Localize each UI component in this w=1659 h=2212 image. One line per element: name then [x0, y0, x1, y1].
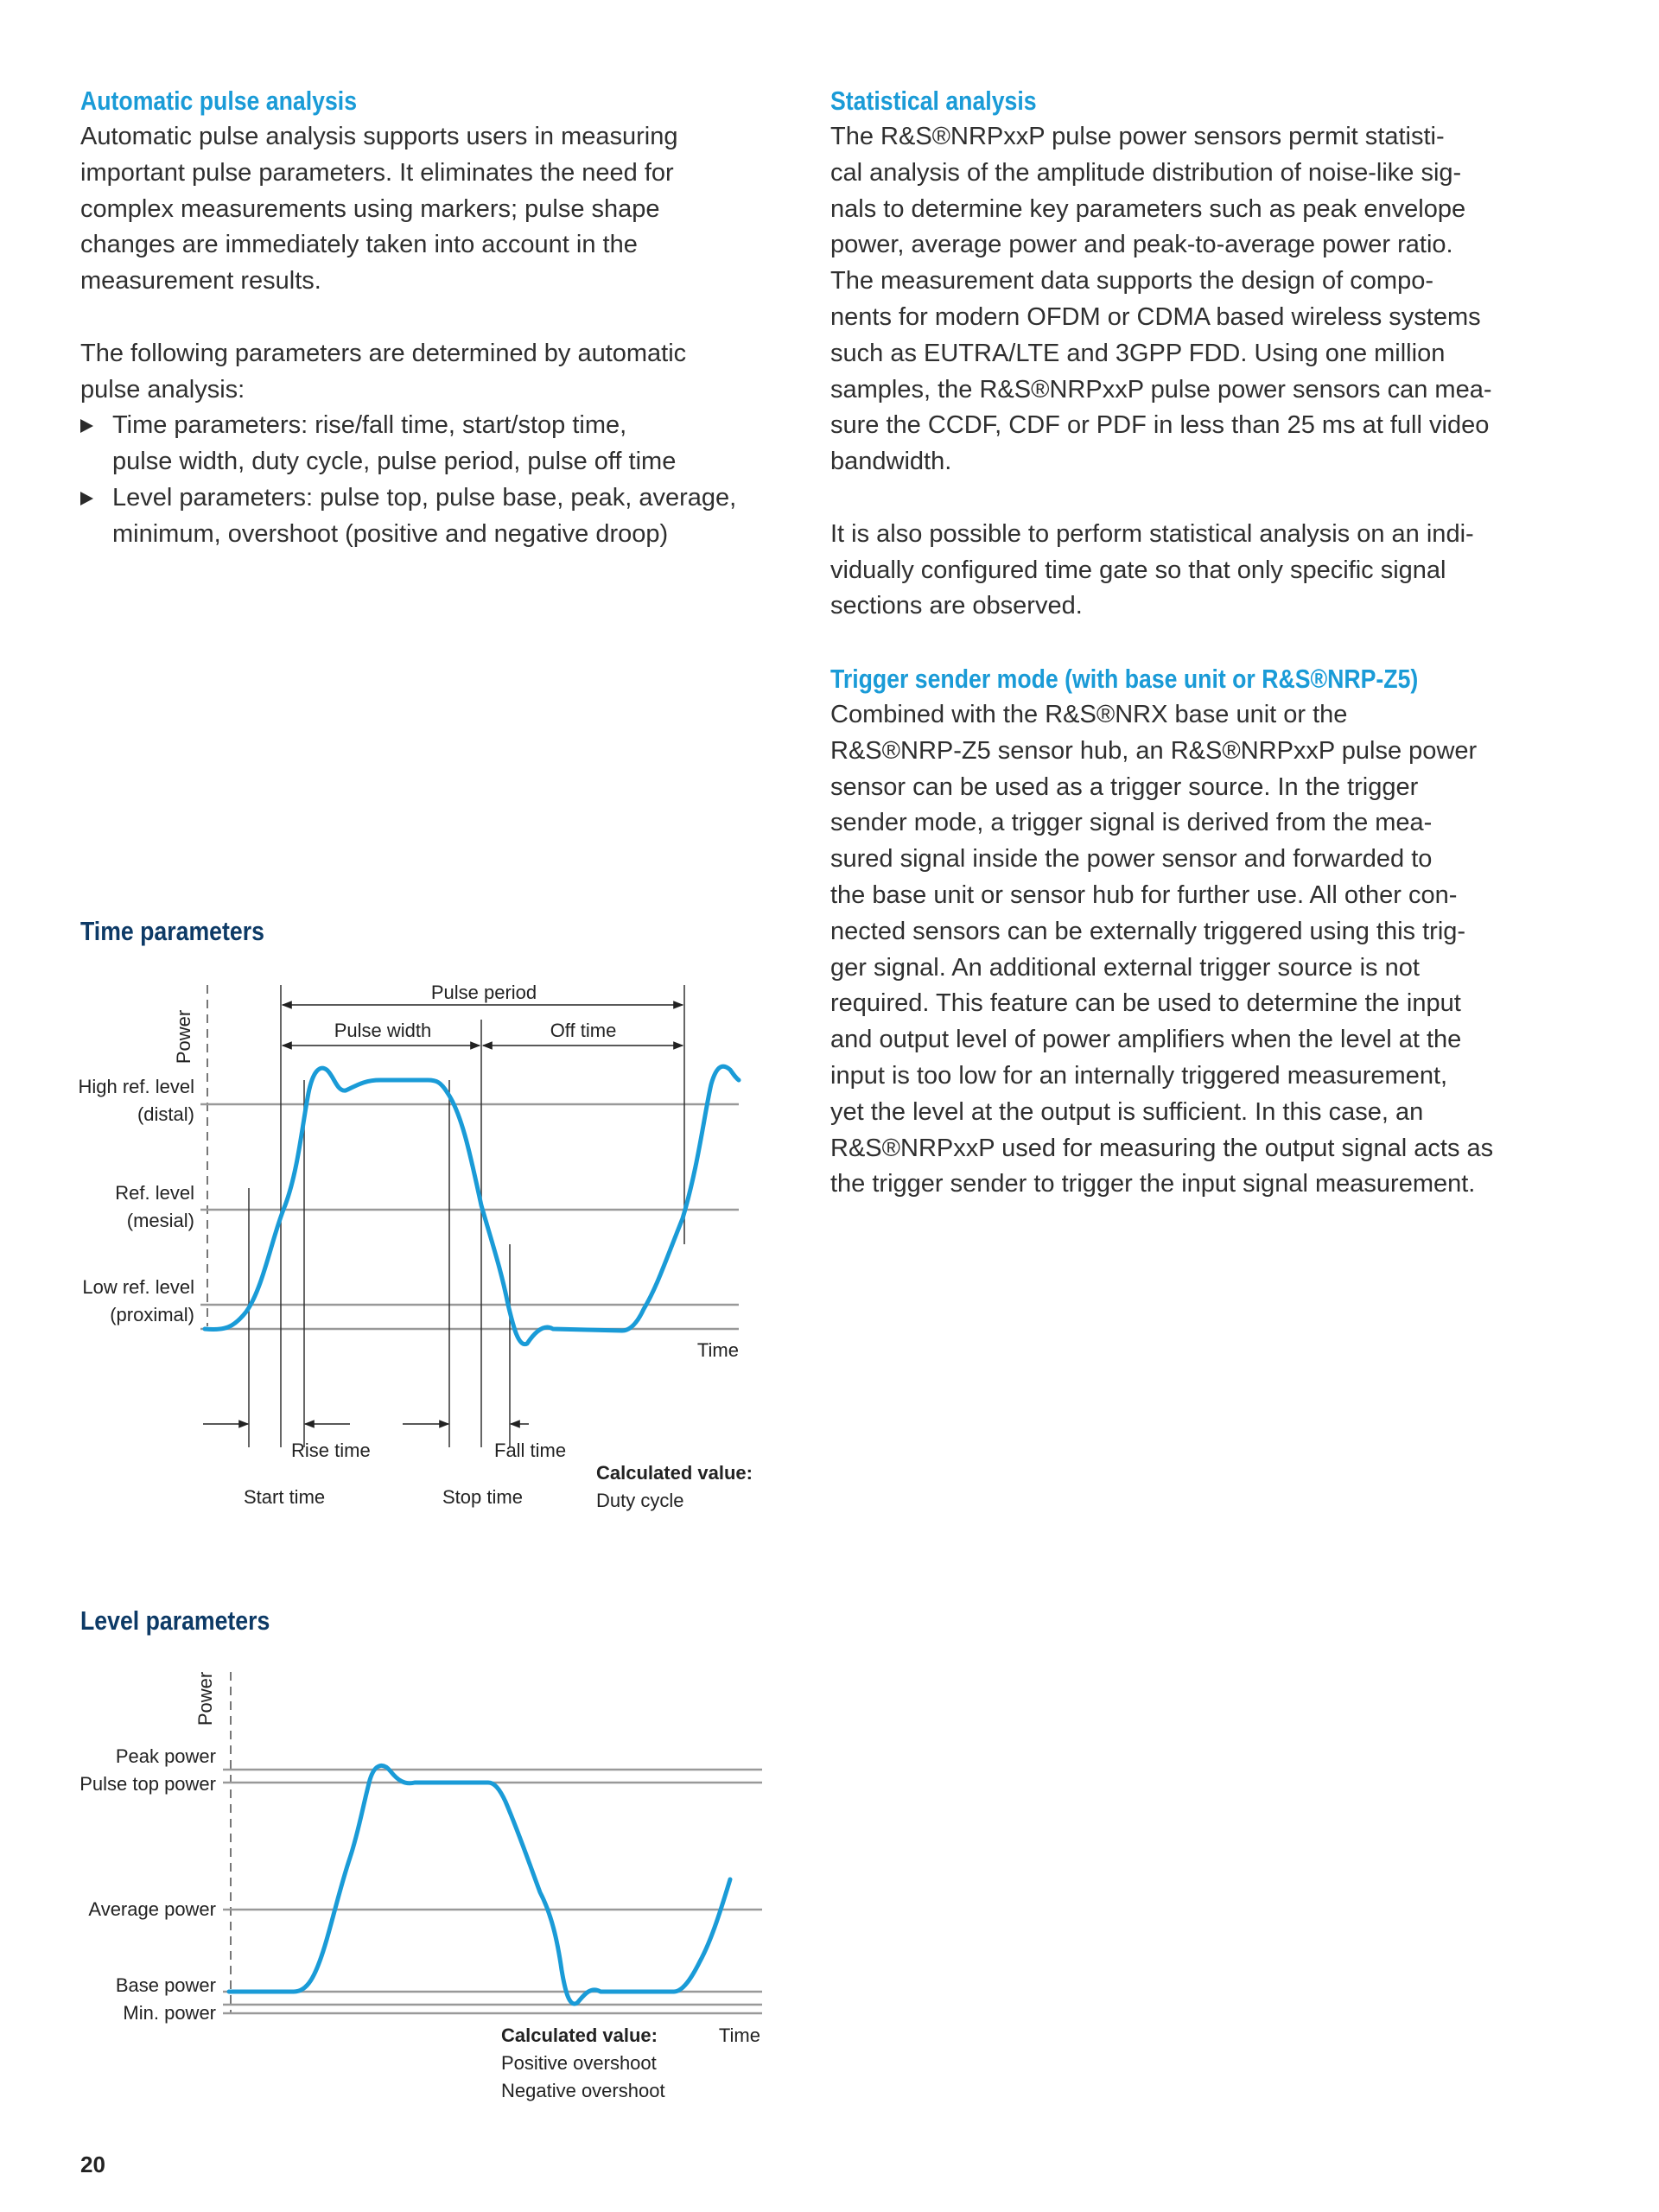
label-time-axis: Time	[696, 1339, 739, 1361]
label-peak-power: Peak power	[115, 1745, 216, 1767]
parameter-list	[80, 408, 815, 552]
label-fall-time: Fall time	[494, 1440, 567, 1461]
left-column	[80, 83, 815, 553]
y-axis-label: Power	[194, 1671, 216, 1726]
section-heading-trigger-sender: Trigger sender mode (with base unit or R&S®NRP-Z5)	[830, 663, 1419, 694]
pulse-waveform	[205, 1066, 739, 1344]
calculated-value-negative-overshoot: Negative overshoot	[501, 2080, 665, 2101]
label-pulse-top-power: Pulse top power	[79, 1773, 216, 1795]
right-column	[830, 83, 1573, 1203]
bullet-triangle-icon	[80, 419, 93, 433]
label-high-ref-level: High ref. level	[78, 1076, 194, 1097]
list-item: Level parameters: pulse top, pulse base, peak, average, minimum, overshoot (positive and negative droop)	[80, 480, 815, 553]
label-average-power: Average power	[88, 1898, 216, 1920]
section-heading-statistical-analysis: Statistical analysis	[830, 86, 1037, 116]
calculated-value-duty-cycle: Duty cycle	[596, 1490, 684, 1511]
calculated-value-positive-overshoot: Positive overshoot	[501, 2052, 657, 2074]
label-mesial: (mesial)	[126, 1210, 194, 1231]
label-time-axis: Time	[718, 2024, 760, 2046]
time-gate-paragraph: It is also possible to perform statistical analysis on an indi- vidually configured time gate so that only specific signal sections are observed.	[830, 519, 1474, 620]
calculated-value-label: Calculated value:	[596, 1462, 753, 1484]
pulse-waveform	[229, 1765, 730, 2004]
label-min-power: Min. power	[123, 2002, 216, 2024]
label-low-ref-level: Low ref. level	[82, 1276, 194, 1298]
statistical-analysis-paragraph: The R&S®NRPxxP pulse power sensors permit statisti- cal analysis of the amplitude distribution of noise-like sig- nals to determine key parameters such as peak envelope power, average power and peak-to-average power ratio. The measurement data supports the design of compo- nents for modern OFDM or CDMA based wireless systems such as EUTRA/LTE and 3GPP FDD. Using one million samples, the R&S®NRPxxP pulse power sensors can mea- sure the CCDF, CDF or PDF in less than 25 ms at full video bandwidth.	[830, 123, 1492, 476]
figure-title-level-parameters: Level parameters	[80, 1605, 270, 1636]
text-line: important pulse parameters. It eliminates the need for	[80, 158, 674, 187]
label-stop-time: Stop time	[442, 1486, 523, 1508]
pulse-analysis-paragraph	[80, 119, 815, 300]
figure-title-time-parameters: Time parameters	[80, 916, 264, 946]
parameters-intro-paragraph	[80, 336, 815, 409]
text-line: Automatic pulse analysis supports users in measuring	[80, 123, 678, 150]
text-line: The following parameters are determined by automatic	[80, 339, 687, 367]
label-rise-time: Rise time	[291, 1440, 371, 1461]
calculated-value-label: Calculated value:	[501, 2024, 658, 2046]
list-item: Time parameters: rise/fall time, start/stop time, pulse width, duty cycle, pulse period, pulse off time	[80, 408, 815, 480]
bullet-triangle-icon	[80, 492, 93, 505]
text-line: complex measurements using markers; pulse shape	[80, 194, 660, 223]
trigger-sender-paragraph: Combined with the R&S®NRX base unit or the R&S®NRP-Z5 sensor hub, an R&S®NRPxxP pulse power sensor can be used as a trigger source. In the trigger sender mode, a trigger signal is derived from the mea- sured signal inside the power sensor and forwarded to the base unit or sensor hub for further use. All other con- nected sensors can be externally triggered using this trig- ger signal. An additional external trigger source is not required. This feature can be used to determine the input and output level of power amplifiers when the level at the input is too low for an internally triggered measurement, yet the level at the output is sufficient. In this case, an R&S®NRPxxP used for measuring the output signal acts as the trigger sender to trigger the input signal measurement.	[830, 700, 1494, 1198]
label-distal: (distal)	[137, 1103, 194, 1125]
text-line: pulse analysis:	[80, 375, 245, 404]
label-base-power: Base power	[115, 1974, 216, 1996]
text-line: measurement results.	[80, 267, 321, 296]
label-pulse-period: Pulse period	[430, 982, 537, 1003]
text-line: changes are immediately taken into account in the	[80, 231, 638, 259]
label-off-time: Off time	[550, 1020, 617, 1041]
label-proximal: (proximal)	[110, 1304, 194, 1325]
label-ref-level: Ref. level	[115, 1182, 194, 1204]
section-heading-pulse-analysis: Automatic pulse analysis	[80, 86, 358, 116]
label-start-time: Start time	[244, 1486, 326, 1508]
label-pulse-width: Pulse width	[334, 1020, 432, 1041]
page-number: 20	[80, 2152, 105, 2177]
y-axis-label: Power	[173, 1009, 194, 1065]
